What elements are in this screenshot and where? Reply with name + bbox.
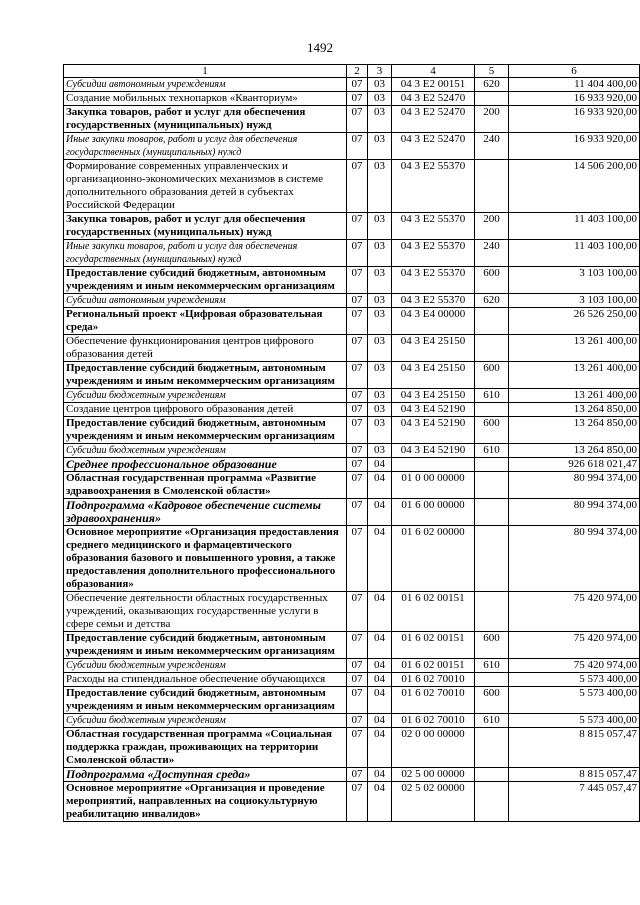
row-name: Формирование современных управленческих и организационно-экономических механизмов в системе дополнительного образования детей в субъектах Российской Федерации xyxy=(64,160,347,213)
row-amount: 13 264 850,00 xyxy=(509,444,640,458)
row-target-article: 04 3 E4 25150 xyxy=(392,389,475,403)
row-section: 07 xyxy=(347,714,368,728)
row-section: 07 xyxy=(347,267,368,294)
row-name: Предоставление субсидий бюджетным, автономным учреждениям и иным некоммерческим организациям xyxy=(64,362,347,389)
table-row xyxy=(64,673,640,687)
row-amount: 14 506 200,00 xyxy=(509,160,640,213)
budget-table xyxy=(63,64,640,822)
row-target-article xyxy=(392,458,475,472)
row-expense-type: 600 xyxy=(475,417,509,444)
row-expense-type xyxy=(475,728,509,768)
row-subsection: 04 xyxy=(368,673,392,687)
row-target-article: 04 3 E2 55370 xyxy=(392,294,475,308)
row-name: Основное мероприятие «Организация и проведение мероприятий, направленных на социокультурную реабилитацию инвалидов» xyxy=(64,782,347,822)
row-name: Обеспечение функционирования центров цифрового образования детей xyxy=(64,335,347,362)
row-amount: 5 573 400,00 xyxy=(509,673,640,687)
table-row xyxy=(64,444,640,458)
row-target-article: 01 6 02 70010 xyxy=(392,673,475,687)
row-name: Среднее профессиональное образование xyxy=(64,458,347,472)
table-row xyxy=(64,472,640,499)
row-section: 07 xyxy=(347,403,368,417)
row-expense-type: 600 xyxy=(475,687,509,714)
row-name: Субсидии бюджетным учреждениям xyxy=(64,389,347,403)
row-name: Предоставление субсидий бюджетным, автономным учреждениям и иным некоммерческим организациям xyxy=(64,417,347,444)
table-row xyxy=(64,687,640,714)
row-section: 07 xyxy=(347,213,368,240)
row-name: Закупка товаров, работ и услуг для обеспечения государственных (муниципальных) нужд xyxy=(64,213,347,240)
row-expense-type xyxy=(475,499,509,526)
table-row xyxy=(64,106,640,133)
table-row xyxy=(64,526,640,592)
row-section: 07 xyxy=(347,308,368,335)
table-row xyxy=(64,659,640,673)
row-name: Региональный проект «Цифровая образовательная среда» xyxy=(64,308,347,335)
row-amount: 13 261 400,00 xyxy=(509,389,640,403)
row-subsection: 04 xyxy=(368,659,392,673)
row-target-article: 04 3 E4 52190 xyxy=(392,444,475,458)
row-section: 07 xyxy=(347,362,368,389)
row-amount: 7 445 057,47 xyxy=(509,782,640,822)
row-expense-type: 610 xyxy=(475,714,509,728)
row-subsection: 03 xyxy=(368,267,392,294)
row-section: 07 xyxy=(347,78,368,92)
row-name: Создание центров цифрового образования детей xyxy=(64,403,347,417)
row-section: 07 xyxy=(347,458,368,472)
row-section: 07 xyxy=(347,499,368,526)
row-target-article: 01 0 00 00000 xyxy=(392,472,475,499)
row-section: 07 xyxy=(347,160,368,213)
row-section: 07 xyxy=(347,659,368,673)
row-name: Расходы на стипендиальное обеспечение обучающихся xyxy=(64,673,347,687)
row-target-article: 04 3 E4 00000 xyxy=(392,308,475,335)
row-subsection: 04 xyxy=(368,714,392,728)
row-name: Субсидии бюджетным учреждениям xyxy=(64,444,347,458)
row-expense-type: 610 xyxy=(475,389,509,403)
row-target-article: 04 3 E2 55370 xyxy=(392,213,475,240)
row-amount: 11 404 400,00 xyxy=(509,78,640,92)
row-subsection: 04 xyxy=(368,782,392,822)
table-row xyxy=(64,714,640,728)
row-section: 07 xyxy=(347,768,368,782)
row-amount: 13 261 400,00 xyxy=(509,362,640,389)
row-subsection: 03 xyxy=(368,92,392,106)
row-name: Субсидии автономным учреждениям xyxy=(64,78,347,92)
row-amount: 16 933 920,00 xyxy=(509,133,640,160)
table-row xyxy=(64,78,640,92)
row-amount: 11 403 100,00 xyxy=(509,213,640,240)
row-subsection: 03 xyxy=(368,106,392,133)
row-expense-type xyxy=(475,592,509,632)
row-expense-type: 600 xyxy=(475,267,509,294)
row-name: Создание мобильных технопарков «Кванториум» xyxy=(64,92,347,106)
row-subsection: 03 xyxy=(368,417,392,444)
row-name: Областная государственная программа «Развитие здравоохранения в Смоленской области» xyxy=(64,472,347,499)
row-expense-type xyxy=(475,782,509,822)
row-subsection: 04 xyxy=(368,592,392,632)
row-subsection: 04 xyxy=(368,526,392,592)
row-subsection: 03 xyxy=(368,444,392,458)
row-expense-type xyxy=(475,768,509,782)
row-amount: 16 933 920,00 xyxy=(509,106,640,133)
row-section: 07 xyxy=(347,782,368,822)
row-subsection: 03 xyxy=(368,160,392,213)
row-target-article: 01 6 02 00151 xyxy=(392,632,475,659)
row-subsection: 03 xyxy=(368,403,392,417)
row-expense-type: 240 xyxy=(475,133,509,160)
row-name: Основное мероприятие «Организация предоставления среднего медицинского и фармацевтического образования базового и повышенного уровня, а также предоставления дополнительного профессионального образования» xyxy=(64,526,347,592)
row-name: Подпрограмма «Кадровое обеспечение системы здравоохранения» xyxy=(64,499,347,526)
row-target-article: 04 3 E4 52190 xyxy=(392,417,475,444)
header-cell: 4 xyxy=(392,65,475,78)
row-target-article: 02 0 00 00000 xyxy=(392,728,475,768)
header-cell: 2 xyxy=(347,65,368,78)
table-row xyxy=(64,458,640,472)
header-cell: 1 xyxy=(64,65,347,78)
row-target-article: 01 6 00 00000 xyxy=(392,499,475,526)
row-target-article: 04 3 E4 52190 xyxy=(392,403,475,417)
row-amount: 26 526 250,00 xyxy=(509,308,640,335)
row-amount: 8 815 057,47 xyxy=(509,728,640,768)
row-subsection: 04 xyxy=(368,728,392,768)
row-section: 07 xyxy=(347,592,368,632)
row-expense-type xyxy=(475,526,509,592)
row-target-article: 04 3 E4 25150 xyxy=(392,335,475,362)
row-target-article: 04 3 E2 52470 xyxy=(392,106,475,133)
row-amount: 80 994 374,00 xyxy=(509,526,640,592)
row-target-article: 04 3 E2 55370 xyxy=(392,240,475,267)
row-expense-type xyxy=(475,403,509,417)
row-amount: 3 103 100,00 xyxy=(509,267,640,294)
row-name: Предоставление субсидий бюджетным, автономным учреждениям и иным некоммерческим организациям xyxy=(64,632,347,659)
row-amount: 11 403 100,00 xyxy=(509,240,640,267)
row-subsection: 04 xyxy=(368,472,392,499)
row-subsection: 03 xyxy=(368,308,392,335)
table-row xyxy=(64,92,640,106)
row-expense-type: 240 xyxy=(475,240,509,267)
row-target-article: 02 5 02 00000 xyxy=(392,782,475,822)
row-expense-type: 200 xyxy=(475,213,509,240)
row-section: 07 xyxy=(347,106,368,133)
row-target-article: 01 6 02 00151 xyxy=(392,592,475,632)
row-section: 07 xyxy=(347,444,368,458)
table-row xyxy=(64,417,640,444)
table-row xyxy=(64,294,640,308)
row-target-article: 04 3 E2 52470 xyxy=(392,133,475,160)
row-section: 07 xyxy=(347,472,368,499)
row-amount: 926 618 021,47 xyxy=(509,458,640,472)
row-subsection: 03 xyxy=(368,294,392,308)
row-expense-type xyxy=(475,308,509,335)
row-target-article: 01 6 02 00000 xyxy=(392,526,475,592)
row-subsection: 03 xyxy=(368,362,392,389)
row-amount: 16 933 920,00 xyxy=(509,92,640,106)
row-subsection: 04 xyxy=(368,768,392,782)
table-row xyxy=(64,267,640,294)
row-name: Иные закупки товаров, работ и услуг для обеспечения государственных (муниципальных) нужд xyxy=(64,133,347,160)
row-name: Закупка товаров, работ и услуг для обеспечения государственных (муниципальных) нужд xyxy=(64,106,347,133)
row-amount: 3 103 100,00 xyxy=(509,294,640,308)
row-target-article: 04 3 E2 52470 xyxy=(392,92,475,106)
row-subsection: 04 xyxy=(368,458,392,472)
table-row xyxy=(64,768,640,782)
row-section: 07 xyxy=(347,417,368,444)
page-number: 1492 xyxy=(307,40,333,55)
table-row xyxy=(64,133,640,160)
row-amount: 80 994 374,00 xyxy=(509,472,640,499)
table-row xyxy=(64,160,640,213)
row-name: Обеспечение деятельности областных государственных учреждений, оказывающих государственные услуги в сфере семьи и детства xyxy=(64,592,347,632)
table-row xyxy=(64,403,640,417)
row-name: Субсидии бюджетным учреждениям xyxy=(64,714,347,728)
row-subsection: 03 xyxy=(368,335,392,362)
row-section: 07 xyxy=(347,687,368,714)
row-expense-type xyxy=(475,92,509,106)
row-target-article: 04 3 E2 55370 xyxy=(392,160,475,213)
row-name: Субсидии бюджетным учреждениям xyxy=(64,659,347,673)
table-header-row xyxy=(64,65,640,78)
row-section: 07 xyxy=(347,240,368,267)
row-section: 07 xyxy=(347,92,368,106)
row-expense-type xyxy=(475,673,509,687)
table-row xyxy=(64,240,640,267)
row-amount: 5 573 400,00 xyxy=(509,687,640,714)
row-name: Областная государственная программа «Социальная поддержка граждан, проживающих на территории Смоленской области» xyxy=(64,728,347,768)
row-section: 07 xyxy=(347,526,368,592)
row-expense-type: 620 xyxy=(475,78,509,92)
row-subsection: 03 xyxy=(368,213,392,240)
row-expense-type xyxy=(475,160,509,213)
row-section: 07 xyxy=(347,632,368,659)
table-row xyxy=(64,592,640,632)
row-target-article: 01 6 02 70010 xyxy=(392,714,475,728)
row-target-article: 01 6 02 00151 xyxy=(392,659,475,673)
row-section: 07 xyxy=(347,728,368,768)
row-name: Субсидии автономным учреждениям xyxy=(64,294,347,308)
row-amount: 75 420 974,00 xyxy=(509,592,640,632)
row-expense-type: 200 xyxy=(475,106,509,133)
table-row xyxy=(64,362,640,389)
row-subsection: 03 xyxy=(368,133,392,160)
row-subsection: 04 xyxy=(368,499,392,526)
row-expense-type: 610 xyxy=(475,659,509,673)
row-expense-type: 600 xyxy=(475,632,509,659)
row-amount: 8 815 057,47 xyxy=(509,768,640,782)
table-row xyxy=(64,335,640,362)
row-subsection: 03 xyxy=(368,240,392,267)
row-name: Иные закупки товаров, работ и услуг для обеспечения государственных (муниципальных) нужд xyxy=(64,240,347,267)
row-target-article: 04 3 E4 25150 xyxy=(392,362,475,389)
row-amount: 75 420 974,00 xyxy=(509,632,640,659)
table-row xyxy=(64,632,640,659)
row-subsection: 03 xyxy=(368,389,392,403)
table-row xyxy=(64,782,640,822)
row-amount: 80 994 374,00 xyxy=(509,499,640,526)
row-expense-type xyxy=(475,472,509,499)
row-section: 07 xyxy=(347,133,368,160)
row-target-article: 01 6 02 70010 xyxy=(392,687,475,714)
row-amount: 13 261 400,00 xyxy=(509,335,640,362)
row-section: 07 xyxy=(347,294,368,308)
row-name: Подпрограмма «Доступная среда» xyxy=(64,768,347,782)
row-expense-type xyxy=(475,458,509,472)
table-row xyxy=(64,499,640,526)
table-row xyxy=(64,389,640,403)
row-amount: 75 420 974,00 xyxy=(509,659,640,673)
row-expense-type xyxy=(475,335,509,362)
header-cell: 6 xyxy=(509,65,640,78)
row-name: Предоставление субсидий бюджетным, автономным учреждениям и иным некоммерческим организациям xyxy=(64,267,347,294)
row-section: 07 xyxy=(347,389,368,403)
row-name: Предоставление субсидий бюджетным, автономным учреждениям и иным некоммерческим организациям xyxy=(64,687,347,714)
row-subsection: 03 xyxy=(368,78,392,92)
row-section: 07 xyxy=(347,335,368,362)
row-amount: 13 264 850,00 xyxy=(509,417,640,444)
row-expense-type: 610 xyxy=(475,444,509,458)
row-amount: 5 573 400,00 xyxy=(509,714,640,728)
row-expense-type: 600 xyxy=(475,362,509,389)
row-target-article: 02 5 00 00000 xyxy=(392,768,475,782)
row-target-article: 04 3 E2 00151 xyxy=(392,78,475,92)
table-row xyxy=(64,213,640,240)
row-amount: 13 264 850,00 xyxy=(509,403,640,417)
header-cell: 3 xyxy=(368,65,392,78)
row-section: 07 xyxy=(347,673,368,687)
table-row xyxy=(64,308,640,335)
row-subsection: 04 xyxy=(368,632,392,659)
header-cell: 5 xyxy=(475,65,509,78)
row-target-article: 04 3 E2 55370 xyxy=(392,267,475,294)
table-row xyxy=(64,728,640,768)
row-subsection: 04 xyxy=(368,687,392,714)
row-expense-type: 620 xyxy=(475,294,509,308)
